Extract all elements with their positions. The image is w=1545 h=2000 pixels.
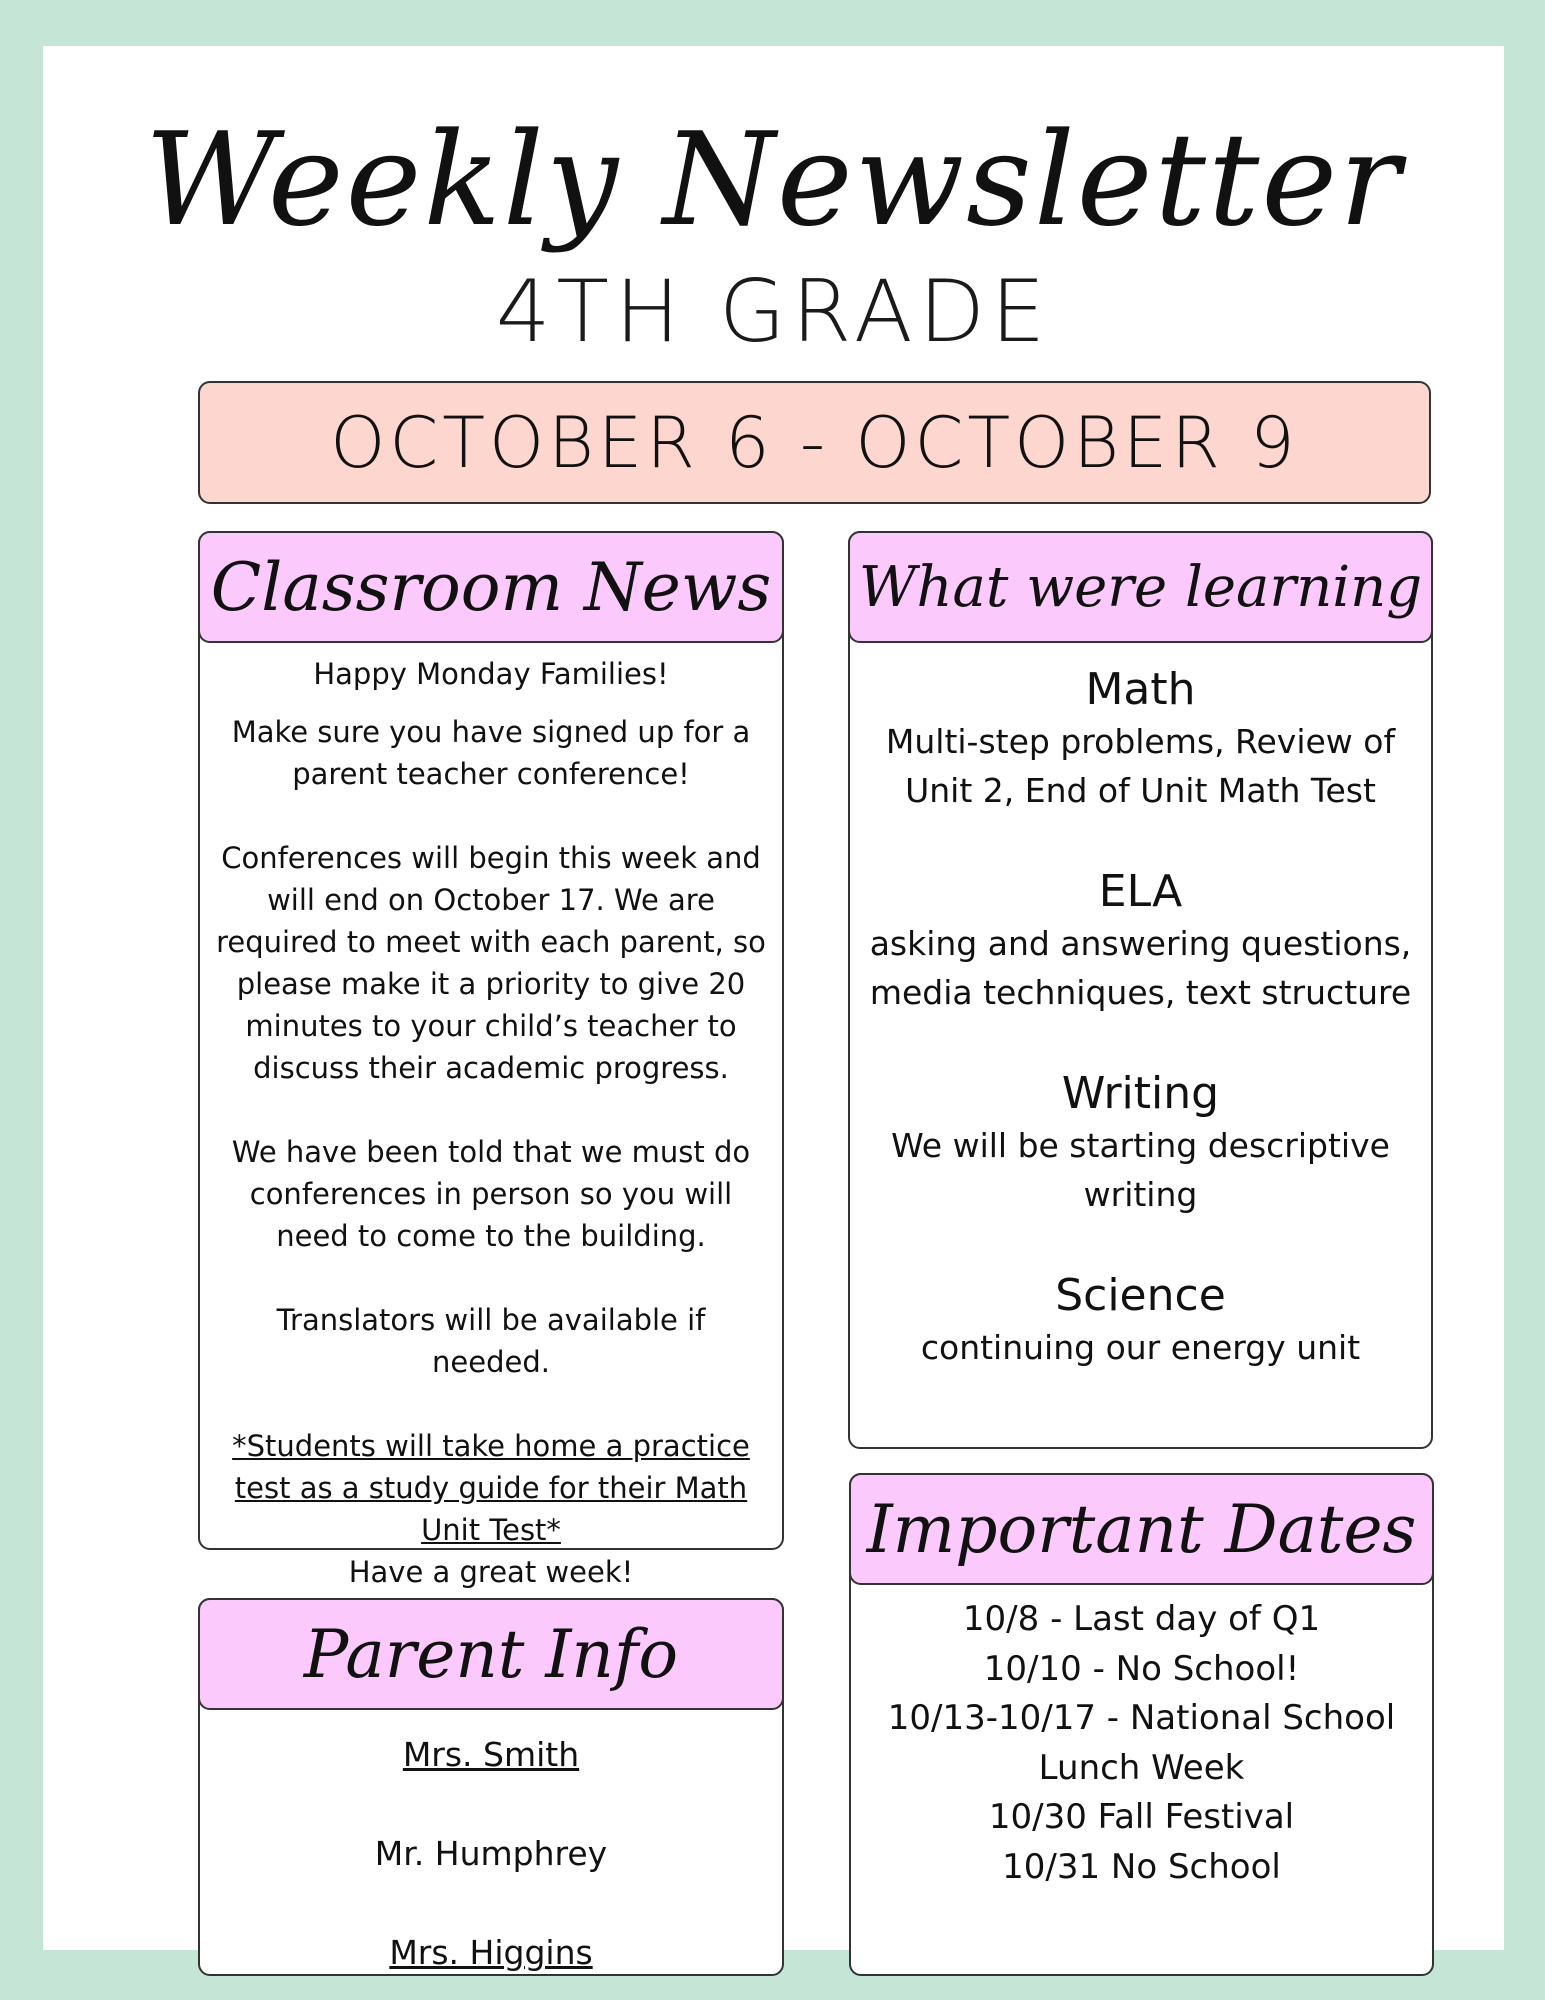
date-item: Lunch Week — [1038, 1747, 1245, 1788]
writing-line-2: writing — [1083, 1175, 1198, 1214]
conference-line-5: minutes to your child’s teacher to — [245, 1009, 737, 1043]
classroom-news-body — [214, 653, 768, 1593]
ela-line-1: asking and answering questions, — [869, 924, 1412, 963]
conference-line-1: Conferences will begin this week and — [221, 841, 761, 875]
classroom-news-heading: Classroom News — [198, 531, 784, 643]
conference-line-4: please make it a priority to give 20 — [236, 967, 746, 1001]
date-item: 10/13-10/17 - National School — [887, 1698, 1396, 1738]
date-item: 10/30 Fall Festival — [988, 1797, 1295, 1837]
contact-higgins[interactable]: Mrs. Higgins — [389, 1933, 593, 1972]
in-person-line-2: conferences in person so you will — [249, 1177, 733, 1211]
parent-info-heading: Parent Info — [198, 1598, 784, 1710]
date-item: 10/31 No School — [1002, 1846, 1281, 1887]
learning-heading: What were learning — [848, 531, 1433, 643]
classroom-news-section — [198, 531, 784, 1589]
conference-line-2: will end on October 17. We are — [267, 883, 715, 917]
important-dates-section — [849, 1473, 1434, 1976]
study-guide-note-line-1: *Students will take home a practice — [232, 1429, 750, 1463]
subject-science: Science — [1055, 1270, 1226, 1321]
parent-info-section — [198, 1598, 784, 1976]
signup-line-1: Make sure you have signed up for a — [231, 715, 751, 749]
date-item: 10/8 - Last day of Q1 — [962, 1599, 1321, 1639]
grade-subtitle: 4TH GRADE — [495, 262, 1052, 362]
conference-line-3: required to meet with each parent, so — [216, 925, 766, 959]
contact-smith[interactable]: Mrs. Smith — [402, 1735, 580, 1774]
closing-text: Have a great week! — [348, 1555, 634, 1589]
parent-info-body — [214, 1730, 768, 1978]
signup-line-2: parent teacher conference! — [292, 757, 690, 791]
subject-writing: Writing — [1061, 1068, 1220, 1119]
ela-line-2: media techniques, text structure — [869, 973, 1412, 1012]
study-guide-note-line-3: Unit Test* — [421, 1513, 561, 1547]
contact-humphrey: Mr. Humphrey — [374, 1834, 608, 1873]
conference-line-6: discuss their academic progress. — [253, 1051, 729, 1085]
important-dates-heading: Important Dates — [849, 1473, 1434, 1585]
subject-math: Math — [1085, 664, 1196, 715]
writing-line-1: We will be starting descriptive — [891, 1126, 1390, 1165]
in-person-line-3: need to come to the building. — [276, 1219, 706, 1253]
newsletter-title: Weekly Newsletter — [144, 106, 1403, 255]
math-line-1: Multi-step problems, Review of — [885, 722, 1396, 761]
in-person-line-1: We have been told that we must do — [231, 1135, 751, 1169]
science-line-1: continuing our energy unit — [920, 1328, 1361, 1367]
date-range-banner — [198, 381, 1431, 504]
greeting-text: Happy Monday Families! — [313, 657, 669, 691]
translators-text: Translators will be available if needed. — [276, 1303, 706, 1379]
date-range-text: OCTOBER 6 - OCTOBER 9 — [330, 401, 1299, 484]
important-dates-body — [865, 1595, 1418, 1892]
date-item: 10/10 - No School! — [983, 1648, 1300, 1689]
subject-ela: ELA — [1098, 866, 1183, 917]
newsletter-page — [43, 46, 1504, 1972]
math-line-2: Unit 2, End of Unit Math Test — [905, 771, 1376, 810]
study-guide-note-line-2: test as a study guide for their Math — [234, 1471, 748, 1505]
learning-body — [864, 663, 1417, 1372]
learning-section — [848, 531, 1433, 1449]
